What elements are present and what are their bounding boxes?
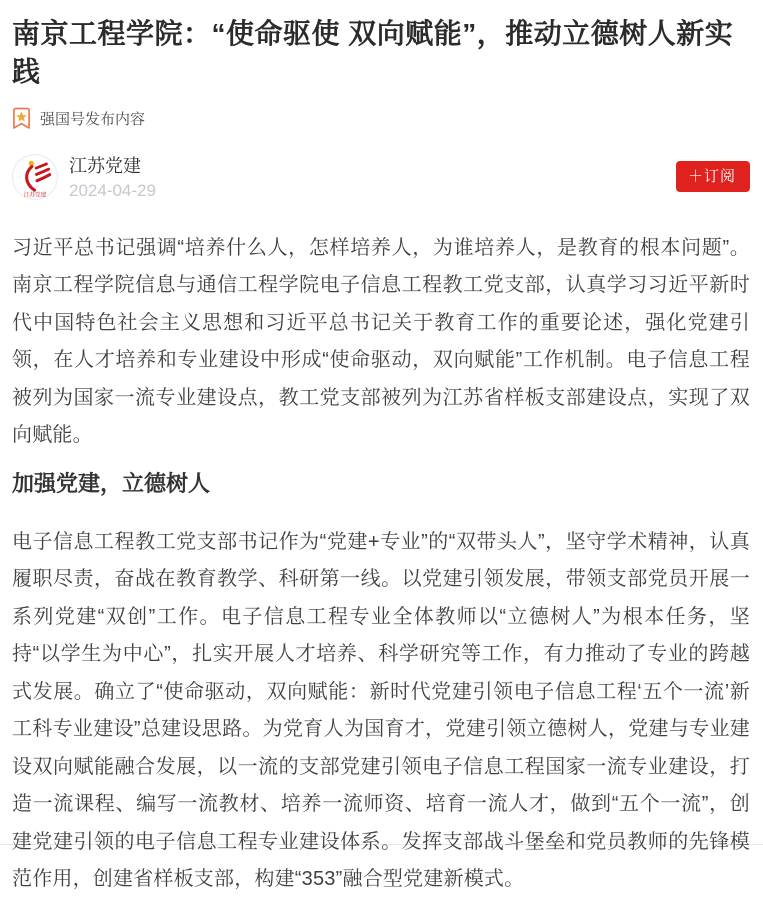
avatar-caption-text: 江苏党建	[23, 191, 47, 198]
bookmark-star-icon	[12, 107, 31, 130]
section-heading: 加强党建，立德树人	[12, 470, 211, 496]
article-body	[12, 230, 750, 899]
article-page	[0, 15, 763, 899]
publisher-bar	[12, 153, 750, 201]
source-badge	[12, 107, 750, 131]
publish-date: 2024-04-29	[69, 181, 156, 201]
page-title: 南京工程学院：“使命驱使 双向赋能”，推动立德树人新实践	[12, 18, 734, 87]
article-paragraph: 习近平总书记强调“培养什么人，怎样培养人，为谁培养人，是教育的根本问题”。南京工程学院信息与通信工程学院电子信息工程教工党支部，认真学习习近平新时代中国特色社会主义思想和习近平总书记关于教育工作的重要论述，强化党建引领，在人才培养和专业建设中形成“使命驱动，双向赋能”工作机制。电子信息工程被列为国家一流专业建设点，教工党支部被列为江苏省样板支部建设点，实现了双向赋能。	[12, 236, 750, 447]
article-paragraph: 电子信息工程教工党支部书记作为“党建+专业”的“双带头人”，坚守学术精神，认真履职尽责，奋战在教育教学、科研第一线。以党建引领发展，带领支部党员开展一系列党建“双创”工作。电子信息工程专业全体教师以“立德树人”为根本任务，坚持“以学生为中心”，扎实开展人才培养、科学研究等工作，有力推动了专业的跨越式发展。确立了“使命驱动，双向赋能：新时代党建引领电子信息工程‘五个一流’新工科专业建设”总建设思路。为党育人为国育才，党建引领立德树人，党建与专业建设双向赋能融合发展，以一流的支部党建引领电子信息工程国家一流专业建设，打造一流课程、编写一流教材、培养一流师资、培育一流人才，做到“五个一流”，创建党建引领的电子信息工程专业建设体系。发挥支部战斗堡垒和党员教师的先锋模范作用，创建省样板支部，构建“353”融合型党建新模式。	[12, 530, 750, 891]
subscribe-button[interactable]: ＋订阅	[676, 161, 750, 192]
publisher-name[interactable]: 江苏党建	[69, 156, 141, 177]
publisher-avatar[interactable]	[12, 154, 58, 200]
publisher-info	[69, 152, 156, 201]
badge-label: 强国号发布内容	[40, 111, 146, 129]
